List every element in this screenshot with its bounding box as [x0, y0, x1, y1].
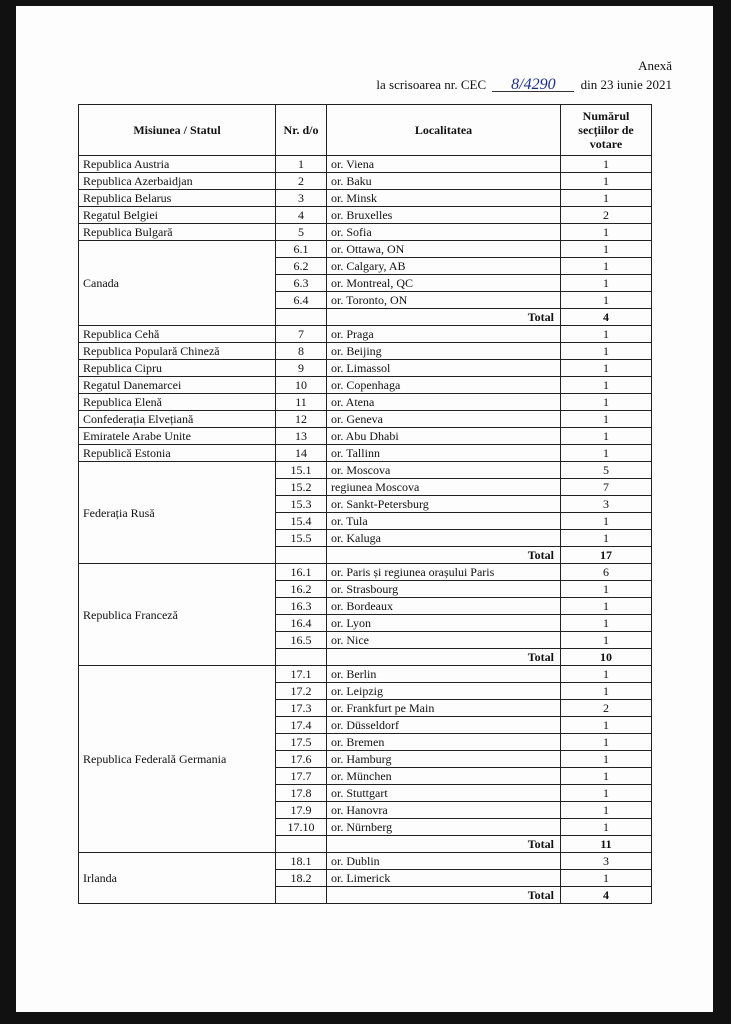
count-cell: 1	[561, 581, 652, 598]
state-cell: Republica Franceză	[79, 564, 276, 666]
table-row	[79, 564, 652, 581]
nr-cell: 17.6	[276, 751, 327, 768]
total-value: 4	[561, 309, 652, 326]
nr-cell: 15.2	[276, 479, 327, 496]
count-cell: 1	[561, 428, 652, 445]
locality-cell: or. Geneva	[327, 411, 561, 428]
table-row	[79, 326, 652, 343]
count-cell: 1	[561, 326, 652, 343]
col-header-locality: Localitatea	[327, 105, 561, 156]
locality-cell: or. Nice	[327, 632, 561, 649]
nr-cell: 6.4	[276, 292, 327, 309]
nr-cell: 15.3	[276, 496, 327, 513]
state-cell: Irlanda	[79, 853, 276, 904]
count-cell: 1	[561, 768, 652, 785]
locality-cell: or. Calgary, AB	[327, 258, 561, 275]
table-row	[79, 224, 652, 241]
nr-cell: 18.2	[276, 870, 327, 887]
nr-cell: 7	[276, 326, 327, 343]
count-cell: 1	[561, 632, 652, 649]
nr-cell: 15.5	[276, 530, 327, 547]
locality-cell: or. Frankfurt pe Main	[327, 700, 561, 717]
nr-cell: 16.3	[276, 598, 327, 615]
count-cell: 1	[561, 802, 652, 819]
total-nr-cell	[276, 836, 327, 853]
nr-cell: 18.1	[276, 853, 327, 870]
count-cell: 3	[561, 496, 652, 513]
locality-cell: regiunea Moscova	[327, 479, 561, 496]
count-cell: 1	[561, 785, 652, 802]
count-cell: 1	[561, 870, 652, 887]
table-row	[79, 173, 652, 190]
locality-cell: or. Leipzig	[327, 683, 561, 700]
state-cell: Republica Bulgară	[79, 224, 276, 241]
count-cell: 3	[561, 853, 652, 870]
locality-cell: or. Sofia	[327, 224, 561, 241]
nr-cell: 8	[276, 343, 327, 360]
nr-cell: 3	[276, 190, 327, 207]
count-cell: 1	[561, 292, 652, 309]
locality-cell: or. Limassol	[327, 360, 561, 377]
table-header-row	[79, 105, 652, 156]
nr-cell: 17.3	[276, 700, 327, 717]
table-row	[79, 666, 652, 683]
table-row	[79, 394, 652, 411]
locality-cell: or. Strasbourg	[327, 581, 561, 598]
nr-cell: 13	[276, 428, 327, 445]
nr-cell: 16.4	[276, 615, 327, 632]
count-cell: 1	[561, 445, 652, 462]
count-cell: 1	[561, 819, 652, 836]
locality-cell: or. Abu Dhabi	[327, 428, 561, 445]
state-cell: Republica Federală Germania	[79, 666, 276, 853]
nr-cell: 17.4	[276, 717, 327, 734]
total-label: Total	[327, 309, 561, 326]
locality-cell: or. Bremen	[327, 734, 561, 751]
state-cell: Regatul Danemarcei	[79, 377, 276, 394]
total-value: 4	[561, 887, 652, 904]
total-nr-cell	[276, 649, 327, 666]
table-row	[79, 462, 652, 479]
nr-cell: 12	[276, 411, 327, 428]
locality-cell: or. Paris și regiunea orașului Paris	[327, 564, 561, 581]
locality-cell: or. Tallinn	[327, 445, 561, 462]
nr-cell: 17.8	[276, 785, 327, 802]
letter-reference	[376, 77, 672, 93]
polling-stations-table	[78, 104, 652, 904]
locality-cell: or. Limerick	[327, 870, 561, 887]
count-cell: 2	[561, 700, 652, 717]
nr-cell: 16.5	[276, 632, 327, 649]
count-cell: 1	[561, 683, 652, 700]
count-cell: 1	[561, 173, 652, 190]
table-row	[79, 853, 652, 870]
nr-cell: 17.1	[276, 666, 327, 683]
total-label: Total	[327, 547, 561, 564]
nr-cell: 17.9	[276, 802, 327, 819]
state-cell: Republica Austria	[79, 156, 276, 173]
table-row	[79, 360, 652, 377]
count-cell: 5	[561, 462, 652, 479]
locality-cell: or. Tula	[327, 513, 561, 530]
locality-cell: or. Baku	[327, 173, 561, 190]
state-cell: Emiratele Arabe Unite	[79, 428, 276, 445]
table-row	[79, 428, 652, 445]
nr-cell: 11	[276, 394, 327, 411]
nr-cell: 10	[276, 377, 327, 394]
locality-cell: or. Düsseldorf	[327, 717, 561, 734]
col-header-state: Misiunea / Statul	[79, 105, 276, 156]
table-row	[79, 377, 652, 394]
nr-cell: 17.2	[276, 683, 327, 700]
locality-cell: or. Beijing	[327, 343, 561, 360]
locality-cell: or. Viena	[327, 156, 561, 173]
table-row	[79, 207, 652, 224]
state-cell: Republica Cipru	[79, 360, 276, 377]
count-cell: 1	[561, 751, 652, 768]
locality-cell: or. Toronto, ON	[327, 292, 561, 309]
locality-cell: or. Praga	[327, 326, 561, 343]
letter-number: 8/4290	[492, 78, 574, 92]
letter-prefix: la scrisoarea nr. CEC	[376, 77, 487, 92]
nr-cell: 15.4	[276, 513, 327, 530]
count-cell: 1	[561, 666, 652, 683]
state-cell: Canada	[79, 241, 276, 326]
state-cell: Republica Belarus	[79, 190, 276, 207]
total-value: 10	[561, 649, 652, 666]
count-cell: 1	[561, 377, 652, 394]
count-cell: 1	[561, 615, 652, 632]
table-row	[79, 156, 652, 173]
locality-cell: or. Copenhaga	[327, 377, 561, 394]
count-cell: 1	[561, 360, 652, 377]
total-label: Total	[327, 887, 561, 904]
col-header-count: Numărul secțiilor de votare	[561, 105, 652, 156]
nr-cell: 17.10	[276, 819, 327, 836]
state-cell: Republica Azerbaidjan	[79, 173, 276, 190]
locality-cell: or. Hanovra	[327, 802, 561, 819]
count-cell: 1	[561, 275, 652, 292]
locality-cell: or. Moscova	[327, 462, 561, 479]
locality-cell: or. Montreal, QC	[327, 275, 561, 292]
total-value: 17	[561, 547, 652, 564]
count-cell: 1	[561, 530, 652, 547]
nr-cell: 17.7	[276, 768, 327, 785]
count-cell: 7	[561, 479, 652, 496]
locality-cell: or. Bruxelles	[327, 207, 561, 224]
total-nr-cell	[276, 547, 327, 564]
count-cell: 1	[561, 598, 652, 615]
nr-cell: 17.5	[276, 734, 327, 751]
count-cell: 1	[561, 224, 652, 241]
table-row	[79, 445, 652, 462]
count-cell: 2	[561, 207, 652, 224]
count-cell: 1	[561, 513, 652, 530]
count-cell: 1	[561, 394, 652, 411]
nr-cell: 15.1	[276, 462, 327, 479]
nr-cell: 6.3	[276, 275, 327, 292]
locality-cell: or. Lyon	[327, 615, 561, 632]
nr-cell: 16.1	[276, 564, 327, 581]
letter-date: din 23 iunie 2021	[580, 77, 672, 92]
count-cell: 1	[561, 717, 652, 734]
locality-cell: or. Kaluga	[327, 530, 561, 547]
state-cell: Republica Elenă	[79, 394, 276, 411]
total-label: Total	[327, 836, 561, 853]
nr-cell: 1	[276, 156, 327, 173]
table-row	[79, 241, 652, 258]
count-cell: 1	[561, 156, 652, 173]
table-row	[79, 343, 652, 360]
locality-cell: or. Dublin	[327, 853, 561, 870]
locality-cell: or. Bordeaux	[327, 598, 561, 615]
locality-cell: or. Ottawa, ON	[327, 241, 561, 258]
nr-cell: 6.1	[276, 241, 327, 258]
total-label: Total	[327, 649, 561, 666]
table-row	[79, 190, 652, 207]
nr-cell: 16.2	[276, 581, 327, 598]
locality-cell: or. Nürnberg	[327, 819, 561, 836]
annex-label: Anexă	[638, 58, 672, 73]
state-cell: Republica Cehă	[79, 326, 276, 343]
count-cell: 1	[561, 190, 652, 207]
total-nr-cell	[276, 887, 327, 904]
locality-cell: or. München	[327, 768, 561, 785]
locality-cell: or. Berlin	[327, 666, 561, 683]
locality-cell: or. Minsk	[327, 190, 561, 207]
table-row	[79, 411, 652, 428]
locality-cell: or. Stuttgart	[327, 785, 561, 802]
count-cell: 6	[561, 564, 652, 581]
count-cell: 1	[561, 734, 652, 751]
state-cell: Regatul Belgiei	[79, 207, 276, 224]
state-cell: Federația Rusă	[79, 462, 276, 564]
nr-cell: 5	[276, 224, 327, 241]
total-value: 11	[561, 836, 652, 853]
state-cell: Republica Populară Chineză	[79, 343, 276, 360]
count-cell: 1	[561, 258, 652, 275]
locality-cell: or. Hamburg	[327, 751, 561, 768]
nr-cell: 2	[276, 173, 327, 190]
col-header-nr: Nr. d/o	[276, 105, 327, 156]
nr-cell: 6.2	[276, 258, 327, 275]
count-cell: 1	[561, 411, 652, 428]
state-cell: Confederația Elvețiană	[79, 411, 276, 428]
state-cell: Republică Estonia	[79, 445, 276, 462]
locality-cell: or. Sankt-Petersburg	[327, 496, 561, 513]
locality-cell: or. Atena	[327, 394, 561, 411]
count-cell: 1	[561, 343, 652, 360]
table-body	[79, 156, 652, 904]
nr-cell: 4	[276, 207, 327, 224]
nr-cell: 9	[276, 360, 327, 377]
nr-cell: 14	[276, 445, 327, 462]
count-cell: 1	[561, 241, 652, 258]
total-nr-cell	[276, 309, 327, 326]
